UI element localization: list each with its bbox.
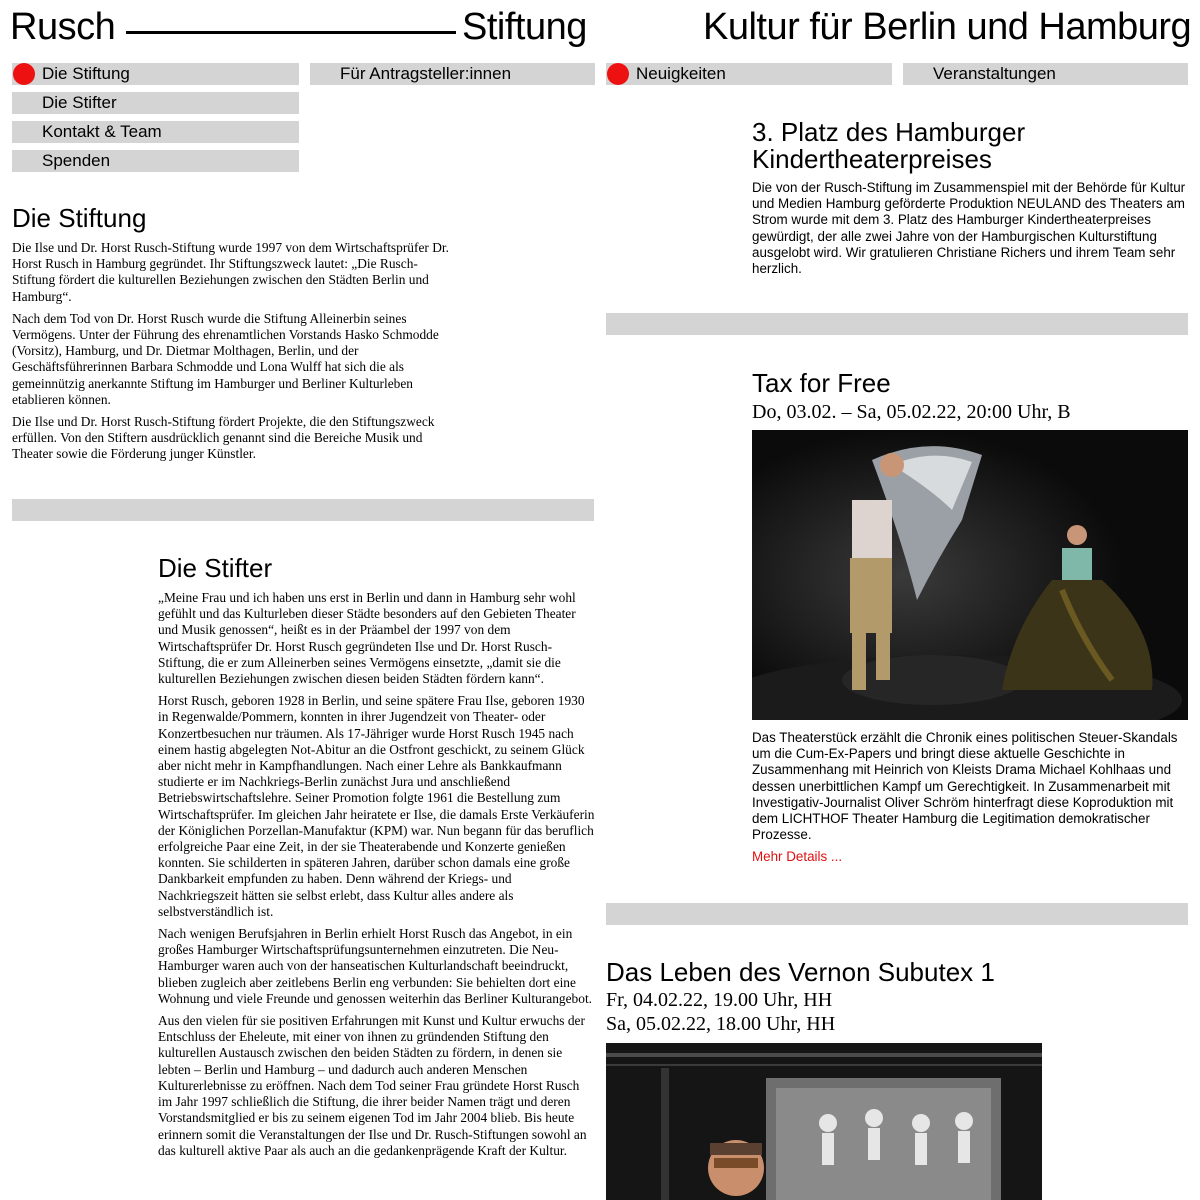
stiftung-paragraph: Nach dem Tod von Dr. Horst Rusch wurde die Stiftung Alleinerbin seines Vermögens. Unter der Führung des ehrenamtlichen Vorstands Hasko Schmodde (Vorsitz), Hamburg, und Dr. Dietmar Molthagen, Berlin, und der Geschäftsführerinnen Barbara Schmodde und Lona Wulff hat sich die als gemeinnützig anerkannte Stiftung im Hamburger und Berliner Kulturleben etablieren können. [12, 310, 439, 407]
stiftung-paragraph: Die Ilse und Dr. Horst Rusch-Stiftung wurde 1997 von dem Wirtschaftsprüfer Dr. Horst Rusch in Hamburg gegründet. Ihr Stiftungszweck lautet: „Die Rusch-Stiftung fördert die kulturellen Beziehungen zwischen den Städten Berlin und Hamburg“. [12, 240, 449, 304]
stifter-paragraph: „Meine Frau und ich haben uns erst in Berlin und dann in Hamburg sehr wohl gefühlt und das Kulturleben dieser Städte besonders auf den Gebieten Theater und Musik genossen“, heißt es in der Präambel der 1997 von dem Wirtschaftsprüfer Dr. Horst Rusch gegründeten Ilse und Dr. Horst Rusch-Stiftung, die er zum Alleinerben seines Vermögens einsetzte, „damit sie die kulturellen Beziehungen zwischen diesen beiden Städten fördern kann“. [158, 590, 576, 687]
nav-label: Spenden [42, 151, 111, 170]
nav-veranstaltungen[interactable] [903, 63, 1188, 85]
nav-label: Kontakt & Team [42, 122, 162, 141]
nav-label: Die Stifter [42, 93, 117, 112]
section-divider [12, 499, 594, 521]
event-date: Do, 03.02. – Sa, 05.02.22, 20:00 Uhr, B [752, 401, 1071, 423]
news-title[interactable]: 3. Platz des Hamburger Kindertheaterpreises [752, 117, 1026, 174]
active-dot-icon [607, 63, 629, 85]
nav-label: Für Antragsteller:innen [340, 64, 512, 83]
event-text: Das Theaterstück erzählt die Chronik eines politischen Steuer-Skandals um die Cum-Ex-Papers und bringt diese aktuelle Geschichte in Zusammenhang mit Heinrich von Kleists Drama Michael Kohlhaas und dessen unerbittlichen Kampf um Gerechtigkeit. In Zusammenarbeit mit Investigativ-Journalist Oliver Schröm hinterfragt diese Koproduktion mit dem LICHTHOF Theater Hamburg die Legitimation demokratischer Prozesse. [752, 730, 1178, 843]
stifter-title: Die Stifter [158, 553, 273, 583]
stifter-text [158, 590, 595, 1165]
nav-kontakt[interactable] [12, 121, 299, 143]
nav-die-stiftung[interactable] [12, 63, 299, 85]
event-photo[interactable] [606, 1043, 1042, 1200]
stiftung-paragraph: Die Ilse und Dr. Horst Rusch-Stiftung fördert Projekte, die den Stiftungszweck erfüllen. Von den Stiftern ausdrücklich genannt sind die Bereiche Musik und Theater sowie die Förderung junger Künstler. [12, 414, 435, 462]
nav-label: Neuigkeiten [636, 64, 726, 83]
nav-neuigkeiten[interactable] [606, 63, 892, 85]
brand-left[interactable]: Rusch [10, 6, 116, 48]
event-date: Fr, 04.02.22, 19.00 Uhr, HH [606, 989, 833, 1011]
brand-right[interactable]: Stiftung [462, 6, 587, 48]
section-divider [606, 313, 1188, 335]
stiftung-title: Die Stiftung [12, 203, 147, 233]
brand-rule [126, 31, 456, 34]
event-title[interactable]: Das Leben des Vernon Subutex 1 [606, 957, 995, 987]
nav-die-stifter[interactable] [12, 92, 299, 114]
stifter-paragraph: Aus den vielen für sie positiven Erfahrungen mit Kunst und Kultur erwuchs der Entschluss der Eheleute, mit einer von ihnen zu gründenden Stiftung den kulturellen Austausch zwischen den beiden Städten zu fördern, in denen sie lebten – Berlin und Hamburg – und dadurch auch anderen Menschen Kulturerlebnisse zu eröffnen. Nach dem Tod seiner Frau gründete Horst Rusch im Jahr 1997 schließlich die Stiftung, die ihrer beider Namen trägt und deren Vorstandsmitglied er bis zu seinem eigenen Tod im Jahr 2004 blieb. Bis heute erinnern somit die Veranstaltungen der Ilse und Dr. Rusch-Stiftungen sowohl an das kulturell aktive Paar als auch an die gedankenprägende Kraft der Kultur. [158, 1013, 587, 1158]
event-title[interactable]: Tax for Free [752, 368, 891, 398]
stiftung-text [12, 240, 452, 469]
section-divider [606, 903, 1188, 925]
stage-illustration [606, 1043, 1042, 1200]
nav-spenden[interactable] [12, 150, 299, 172]
nav-label: Veranstaltungen [933, 64, 1056, 83]
more-details-link[interactable]: Mehr Details ... [752, 849, 843, 864]
stifter-paragraph: Nach wenigen Berufsjahren in Berlin erhielt Horst Rusch das Angebot, in ein großes Hamburger Wirtschaftsprüfungsunternehmen einzutreten. Die Neu-Hamburger waren auch von der hanseatischen Kulturlandschaft beeindruckt, blieben zugleich aber zeitlebens Berlin eng verbunden: Sie behielten dort eine Wohnung und viele Freunde und genossen weiterhin das Berliner Kulturangebot. [158, 926, 593, 1006]
nav-label: Die Stiftung [42, 64, 130, 83]
tagline: Kultur für Berlin und Hamburg [703, 6, 1192, 48]
stifter-paragraph: Horst Rusch, geboren 1928 in Berlin, und seine spätere Frau Ilse, geboren 1930 in Regenwalde/Pommern, konnten in ihrer Jugendzeit von Theater- oder Konzertbesuchen nur träumen. Als 17-Jähriger wurde Horst Rusch 1945 nach einem hastig abgelegten Not-Abitur an die Ostfront geschickt, zu seinem Glück aber nicht mehr in Kampfhandlungen. Nach einer Lehre als Bankkaufmann studierte er im Nachkriegs-Berlin zunächst Jura und anschließend Betriebswirtschaftslehre. Seiner Promotion folgte 1961 die Bestellung zum Wirtschaftsprüfer. Im gleichen Jahr heiratete er Ilse, die damals Erste Verkäuferin der Königlichen Porzellan-Manufaktur (KPM) war. Nun begann für das beruflich erfolgreiche Paar eine Zeit, in der sie Theaterabende und Konzerte genießen konnten. Sie schilderten in späteren Jahren, darüber schon damals eine große Dankbarkeit empfunden zu haben. Denn während der Kriegs- und Nachkriegszeit hätten sie selbst erlebt, dass Kultur alles andere als selbstverständlich ist. [158, 693, 595, 919]
nav-antragsteller[interactable] [310, 63, 595, 85]
stage-illustration [752, 430, 1188, 720]
event-photo[interactable] [752, 430, 1188, 720]
news-text: Die von der Rusch-Stiftung im Zusammenspiel mit der Behörde für Kultur und Medien Hamburg geförderte Produktion NEULAND des Theaters am Strom wurde mit dem 3. Platz des Hamburger Kindertheaterpreises gewürdigt, der alle zwei Jahre von der Hamburgischen Kulturstiftung ausgelobt wird. Wir gratulieren Christiane Richers und ihrem Team sehr herzlich. [752, 180, 1186, 277]
event-date: Sa, 05.02.22, 18.00 Uhr, HH [606, 1013, 836, 1035]
active-dot-icon [13, 63, 35, 85]
